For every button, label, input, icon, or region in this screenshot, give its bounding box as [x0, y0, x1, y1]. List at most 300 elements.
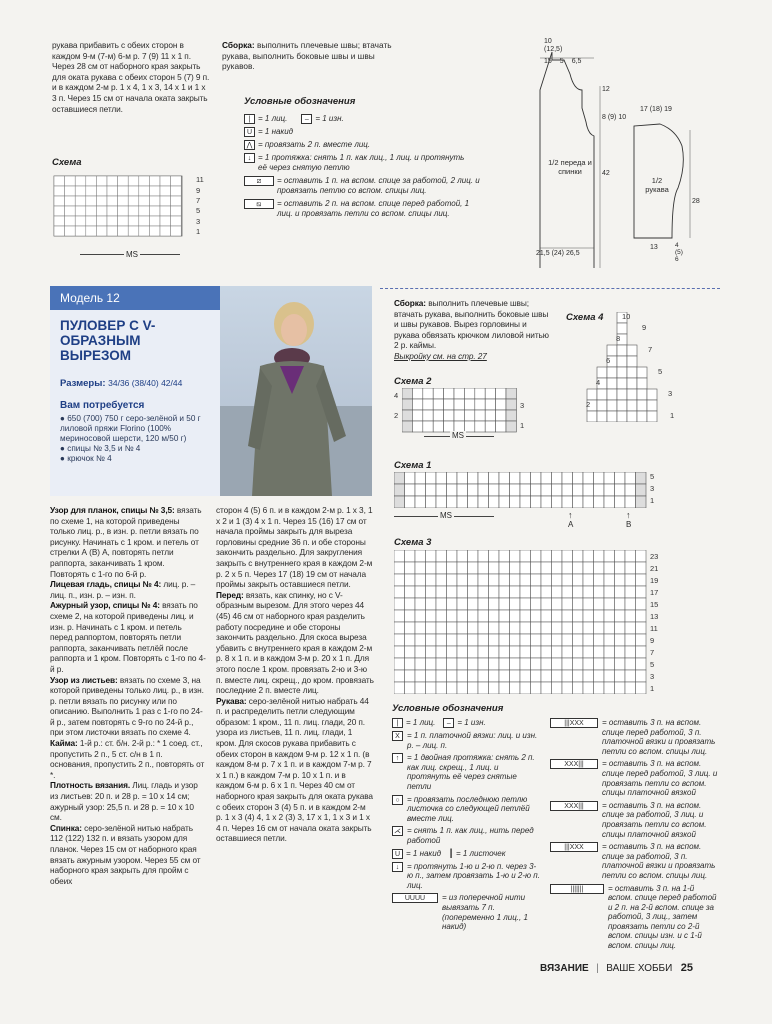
grid-cell: [583, 472, 594, 484]
grid-cell: [583, 562, 594, 574]
grid-cell: [541, 610, 552, 622]
grid-cell: [65, 206, 76, 216]
grid-cell: [436, 484, 447, 496]
grid-cell: [86, 206, 97, 216]
grid-cell: [615, 622, 626, 634]
grid-cell: [436, 496, 447, 508]
grid-cell: [594, 682, 605, 694]
instruction-paragraph: [50, 738, 206, 780]
grid-cell: [552, 658, 563, 670]
row-number: 11: [650, 624, 658, 633]
grid-cell: [433, 388, 443, 399]
grid-cell: [636, 646, 647, 658]
instruction-text: вязать по схеме 2, на которой приведены лиц. и изн. р. Начинать с 1 кром. и петель перед раппортом, повторять петли раппорта, заканчивать петлёй после раппорта и 1 кром. Повторять с 1-го по 4-й р.: [50, 600, 206, 674]
grid-cell: [426, 472, 437, 484]
grid-cell: [625, 574, 636, 586]
grid-cell: [436, 550, 447, 562]
grid-cell: [415, 610, 426, 622]
grid-cell: [86, 186, 97, 196]
row-number: 5: [650, 660, 655, 669]
grid-cell: [499, 484, 510, 496]
grid-cell: [139, 206, 150, 216]
footer-separator: |: [596, 963, 599, 974]
grid-cell: [607, 400, 617, 411]
legend-row: [244, 140, 494, 150]
grid-cell: [583, 682, 594, 694]
grid-cell: [475, 399, 485, 410]
grid-cell: [562, 574, 573, 586]
row-number: 1: [520, 421, 525, 430]
legend-text: = оставить 3 п. на вспом. спице за работой, 3 лиц. и провязать петли со вспом. спицы платочной вязкой: [602, 800, 707, 839]
grid-cell: [423, 388, 433, 399]
grid-cell: [594, 550, 605, 562]
legend-text: = 1 изн.: [457, 718, 486, 727]
materials-text: крючок № 4: [67, 454, 112, 463]
grid-cell: [468, 646, 479, 658]
legend-row: [392, 893, 540, 931]
grid-cell: [436, 586, 447, 598]
legend-row: [392, 731, 540, 750]
legend-text: = из поперечной нити вывязать 7 п. (попеременно 1 лиц., 1 накид): [442, 893, 528, 932]
instruction-heading: Перед:: [216, 589, 244, 600]
grid-cell: [615, 550, 626, 562]
grid-cell: [597, 389, 607, 400]
grid-cell: [394, 682, 405, 694]
grid-cell: [506, 421, 516, 432]
grid-cell: [447, 682, 458, 694]
grid-cell: [583, 574, 594, 586]
grid-cell: [394, 562, 405, 574]
grid-cell: [54, 206, 65, 216]
grid-cell: [636, 496, 647, 508]
grid-cell: [394, 484, 405, 496]
grid-cell: [520, 574, 531, 586]
grid-cell: [636, 586, 647, 598]
pattern-top-dims: [544, 58, 581, 65]
grid-cell: [149, 216, 160, 226]
instruction-paragraph: [216, 505, 374, 590]
grid-cell: [415, 472, 426, 484]
grid-cell: [625, 472, 636, 484]
grid-cell: [415, 496, 426, 508]
grid-cell: [604, 484, 615, 496]
grid-cell: [457, 682, 468, 694]
grid-cell: [562, 634, 573, 646]
grid-cell: [54, 176, 65, 186]
grid-cell: [402, 421, 412, 432]
grid-cell: [454, 388, 464, 399]
grid-cell: [636, 622, 647, 634]
dim-label: 28: [692, 198, 700, 205]
grid-cell: [489, 682, 500, 694]
grid-cell: [160, 176, 171, 186]
grid-cell: [457, 562, 468, 574]
top-scheme: [52, 174, 200, 246]
ms-label: MS: [452, 431, 464, 440]
grid-cell: [468, 622, 479, 634]
grid-cell: [520, 610, 531, 622]
legend-text: = протянуть 1-ю и 2-ю п. через 3-ю п., затем провязать 1-ю и 2-ю п. лиц.: [407, 861, 540, 890]
k2tog-icon: ⋀: [244, 140, 255, 150]
grid-cell: [541, 550, 552, 562]
pull-through-icon: ↓: [392, 862, 403, 872]
grid-cell: [405, 598, 416, 610]
grid-cell: [583, 646, 594, 658]
grid-cell: [444, 410, 454, 421]
grid-cell: [617, 389, 627, 400]
grid-cell: [499, 610, 510, 622]
sizes-value: 34/36 (38/40) 42/44: [108, 378, 183, 388]
grid-cell: [541, 472, 552, 484]
grid-cell: [552, 550, 563, 562]
scheme-title: Схема: [52, 157, 82, 168]
legend-text: = 1 лиц.: [406, 718, 436, 727]
cable-right-icon: ⧄: [244, 176, 274, 186]
grid-cell: [604, 472, 615, 484]
grid-cell: [160, 226, 171, 236]
grid-cell: [520, 484, 531, 496]
grid-cell: [394, 670, 405, 682]
row-number: 9: [650, 636, 655, 645]
grid-cell: [436, 622, 447, 634]
dim-label: 6,5: [571, 58, 582, 65]
grid-cell: [149, 186, 160, 196]
grid-cell: [478, 496, 489, 508]
grid-cell: [573, 622, 584, 634]
row-number: 5: [650, 472, 655, 481]
grid-cell: [457, 658, 468, 670]
grid-cell: [454, 399, 464, 410]
grid-cell: [436, 562, 447, 574]
pattern-reference-link[interactable]: Выкройку см. на стр. 27: [394, 350, 487, 361]
increase-seven-icon: UUUU: [392, 893, 438, 903]
leaf-icon: Ι: [449, 844, 453, 861]
grid-cell: [426, 670, 437, 682]
grid-cell: [457, 496, 468, 508]
grid-cell: [604, 658, 615, 670]
dim-label: 13: [650, 244, 658, 251]
grid-cell: [118, 176, 129, 186]
row-number: 3: [650, 672, 655, 681]
grid-cell: [426, 610, 437, 622]
grid-cell: [625, 610, 636, 622]
grid-cell: [107, 216, 118, 226]
grid-cell: [583, 622, 594, 634]
grid-cell: [510, 598, 521, 610]
grid-cell: [394, 646, 405, 658]
grid-cell: [128, 216, 139, 226]
grid-cell: [118, 226, 129, 236]
assembly-text: выполнить плечевые швы; втачать рукава, выполнить боковые швы и швы рукавов. Вырез горловины и рукава обвязать крючком лиловой нитью 2 р. каймы.: [394, 298, 549, 351]
grid-cell: [520, 634, 531, 646]
grid-cell: [436, 682, 447, 694]
scheme1-grid: [394, 472, 648, 508]
grid-cell: [617, 378, 627, 389]
grid-cell: [583, 670, 594, 682]
row-number: 7: [650, 648, 655, 657]
legend-row: [550, 759, 720, 797]
footer-magazine-name: ВЯЗАНИЕ: [540, 963, 589, 974]
grid-cell: [541, 622, 552, 634]
grid-cell: [499, 622, 510, 634]
grid-cell: [75, 196, 86, 206]
grid-cell: [405, 472, 416, 484]
legend-text: = оставить 1 п. на вспом. спице за работой, 2 лиц. и провязать петлю со вспом. спицы лиц.: [277, 176, 480, 195]
model-photo: [220, 286, 372, 496]
grid-cell: [531, 550, 542, 562]
page-footer: [540, 958, 772, 974]
grid-cell: [615, 574, 626, 586]
legend-row: [392, 795, 540, 824]
grid-cell: [562, 550, 573, 562]
grid-cell: [475, 410, 485, 421]
grid-cell: [457, 622, 468, 634]
grid-cell: [139, 186, 150, 196]
grid-cell: [573, 586, 584, 598]
grid-cell: [520, 622, 531, 634]
grid-cell: [75, 176, 86, 186]
grid-cell: [636, 562, 647, 574]
grid-cell: [405, 610, 416, 622]
instruction-heading: Рукава:: [216, 695, 247, 706]
grid-cell: [468, 574, 479, 586]
grid-cell: [447, 550, 458, 562]
grid-cell: [426, 622, 437, 634]
legend-row: [244, 114, 494, 124]
grid-cell: [506, 399, 516, 410]
grid-cell: [149, 206, 160, 216]
row-number: 21: [650, 564, 659, 573]
grid-cell: [447, 574, 458, 586]
slip-stitch-icon: ⋌: [394, 828, 401, 836]
grid-cell: [412, 399, 422, 410]
grid-cell: [412, 410, 422, 421]
grid-cell: [573, 574, 584, 586]
cable-front-garter-icon: |||XXX: [550, 718, 598, 728]
grid-cell: [464, 388, 474, 399]
sleeve-piece-label: 1/2 рукава: [645, 176, 669, 194]
slip-pass-icon: ↓: [244, 153, 255, 163]
grid-cell: [468, 562, 479, 574]
grid-cell: [499, 562, 510, 574]
instruction-text: 1-й р.: ст. б/н. 2-й р.: * 1 соед. ст., пропустить 2 п., 5 ст. с/н в 1 п. основания, пропустить 2 п., повторять от *.: [50, 738, 205, 780]
legend2-title: Условные обозначения: [392, 703, 504, 714]
body-piece-label: 1/2 переда и спинки: [548, 158, 592, 176]
grid-cell: [478, 670, 489, 682]
grid-cell: [394, 586, 405, 598]
grid-cell: [426, 598, 437, 610]
grid-cell: [594, 496, 605, 508]
grid-cell: [426, 562, 437, 574]
dim-label: 4 (5) 6: [675, 242, 683, 263]
grid-cell: [625, 598, 636, 610]
grid-cell: [531, 670, 542, 682]
grid-cell: [594, 484, 605, 496]
grid-cell: [160, 206, 171, 216]
grid-cell: [617, 356, 627, 367]
grid-cell: [457, 550, 468, 562]
grid-cell: [510, 562, 521, 574]
grid-cell: [118, 196, 129, 206]
legend-text: = оставить 3 п. на 1-й вспом. спице перед работой и 2 п. на 2-й вспом. спице за работой, 3 лиц., затем провязать петли со 2-й вспом. спицы изн. и с 1-й вспом. спицы лиц.: [608, 883, 717, 951]
grid-cell: [478, 472, 489, 484]
row-number: 7: [648, 345, 653, 354]
grid-cell: [587, 411, 597, 422]
grid-cell: [489, 658, 500, 670]
grid-cell: [531, 586, 542, 598]
grid-cell: [415, 646, 426, 658]
scheme3-title: Схема 3: [394, 537, 432, 548]
footer-section: ВАШЕ ХОББИ: [606, 963, 673, 974]
dim-label: 10: [544, 38, 552, 45]
grid-cell: [489, 610, 500, 622]
grid-cell: [583, 496, 594, 508]
grid-cell: [485, 410, 495, 421]
grid-cell: [54, 226, 65, 236]
grid-cell: [405, 646, 416, 658]
legend-row: [392, 844, 540, 861]
row-number: 3: [520, 401, 525, 410]
grid-cell: [625, 670, 636, 682]
pattern-diagram-svg: [530, 38, 705, 268]
row-number: 5: [658, 367, 663, 376]
materials-text: спицы № 3,5 и № 4: [67, 444, 141, 453]
grid-cell: [405, 484, 416, 496]
grid-cell: [520, 472, 531, 484]
materials-item: ● крючок № 4: [60, 454, 112, 463]
grid-cell: [405, 496, 416, 508]
grid-cell: [520, 496, 531, 508]
grid-cell: [394, 610, 405, 622]
grid-cell: [447, 472, 458, 484]
row-number: 8: [616, 334, 621, 343]
grid-cell: [405, 622, 416, 634]
sizes-line: [60, 378, 182, 389]
instruction-text: вязать, как спинку, но с V-образным вырезом. Для этого через 44 (45) 46 см от наборного края разделить работу посредине и обе стороны закончить раздельно. Для скоса выреза убавить с внутреннего края в каждом 2-м р. 8 x 1 п. и в каждом 3-м р. 20 x 1 п. Для этого после 1 кром. провязать 2-ю и 3-ю п. вместе лиц. скрещ., до кром. провязать последние 2 п. вместе лиц.: [216, 589, 374, 696]
grid-cell: [65, 186, 76, 196]
dim-label: 17 (18) 19: [640, 106, 672, 113]
legend-text: = оставить 2 п. на вспом. спице перед работой, 1 лиц. и провязать петли со вспом. спицы лиц.: [277, 199, 470, 218]
grid-cell: [426, 496, 437, 508]
grid-cell: [562, 484, 573, 496]
grid-cell: [604, 622, 615, 634]
grid-cell: [625, 586, 636, 598]
grid-cell: [562, 496, 573, 508]
scheme3: [394, 550, 664, 694]
grid-cell: [541, 574, 552, 586]
scheme1: [394, 472, 664, 542]
legend-row: [550, 842, 720, 880]
arrow-b: ↑ B: [626, 510, 632, 529]
grid-cell: [457, 634, 468, 646]
grid-cell: [139, 216, 150, 226]
grid-cell: [617, 367, 627, 378]
grid-cell: [468, 472, 479, 484]
instructions-col-a: [50, 505, 206, 886]
grid-cell: [86, 216, 97, 226]
grid-cell: [394, 658, 405, 670]
grid-cell: [478, 610, 489, 622]
row-number: 9: [642, 323, 647, 332]
grid-cell: [510, 610, 521, 622]
dim-label: 42: [602, 170, 610, 177]
instruction-text: лиц. р. – лиц. п., изн. р. – изн. п.: [50, 579, 196, 600]
grid-cell: [107, 176, 118, 186]
grid-cell: [489, 634, 500, 646]
grid-cell: [607, 345, 617, 356]
grid-cell: [96, 176, 107, 186]
model-tag: Модель 12: [50, 286, 220, 310]
grid-cell: [415, 484, 426, 496]
row-number: 1: [196, 227, 201, 236]
grid-cell: [426, 646, 437, 658]
grid-cell: [426, 550, 437, 562]
grid-cell: [531, 634, 542, 646]
legend-text: = 1 протяжка: снять 1 п. как лиц., 1 лиц. и протянуть её через снятую петлю: [258, 153, 465, 172]
grid-cell: [562, 658, 573, 670]
grid-cell: [625, 550, 636, 562]
instruction-paragraph: [50, 579, 206, 600]
grid-cell: [541, 586, 552, 598]
pattern-top-label: [544, 38, 562, 54]
grid-cell: [149, 226, 160, 236]
instruction-text: Лиц. гладь и узор из листьев: 20 п. и 28 р. = 10 x 14 см; ажурный узор: 25,5 п. и 28 р. = 10 x 10 см.: [50, 780, 198, 823]
grid-cell: [496, 410, 506, 421]
cable-back-knit-icon: XXX|||: [550, 801, 598, 811]
grid-cell: [531, 646, 542, 658]
grid-cell: [107, 226, 118, 236]
grid-cell: [436, 598, 447, 610]
grid-cell: [615, 562, 626, 574]
yarn-over-icon: U: [392, 849, 403, 859]
row-number: 15: [650, 600, 659, 609]
materials-list: [60, 414, 215, 464]
row-number: 3: [196, 217, 201, 226]
grid-cell: [402, 410, 412, 421]
grid-cell: [541, 634, 552, 646]
legend-text: = оставить 3 п. на вспом. спице перед работой, 3 п. платочной вязки и провязать петли со вспом. спицы лиц.: [602, 718, 716, 756]
grid-cell: [496, 388, 506, 399]
arrow-a-label: A: [568, 520, 574, 529]
grid-cell: [499, 646, 510, 658]
knit-symbol-icon: |: [244, 114, 255, 124]
grid-cell: [573, 682, 584, 694]
ms-label: MS: [440, 511, 452, 520]
grid-cell: [636, 682, 647, 694]
grid-cell: [415, 574, 426, 586]
grid-cell: [478, 550, 489, 562]
grid-cell: [587, 389, 597, 400]
grid-cell: [499, 574, 510, 586]
scheme4: [582, 312, 662, 422]
model-title: ПУЛОВЕР С V-ОБРАЗНЫМ ВЫРЕЗОМ: [60, 318, 156, 363]
grid-cell: [636, 658, 647, 670]
grid-cell: [54, 196, 65, 206]
grid-cell: [615, 610, 626, 622]
grid-cell: [552, 646, 563, 658]
grid-cell: [447, 598, 458, 610]
grid-cell: [489, 598, 500, 610]
grid-cell: [531, 562, 542, 574]
grid-cell: [475, 421, 485, 432]
grid-cell: [597, 411, 607, 422]
paragraph: рукава прибавить с обеих сторон в каждом 9-м (7-м) 6-м р. 7 (9) 11 x 1 п. Через 28 см от наборного края закрыть для оката рукава с обеих сторон 5 (7) 9 п. и в каждом 2-м р. 1 x 4, 1 x 3, 14 x 1 и 1 x 3 п. Через 15 см от начала оката закрыть оставшиеся петли.: [52, 40, 210, 114]
garter-stitch-icon: X: [392, 731, 403, 741]
grid-cell: [415, 670, 426, 682]
grid-cell: [86, 226, 97, 236]
row-number: 5: [196, 206, 201, 215]
grid-cell: [394, 550, 405, 562]
